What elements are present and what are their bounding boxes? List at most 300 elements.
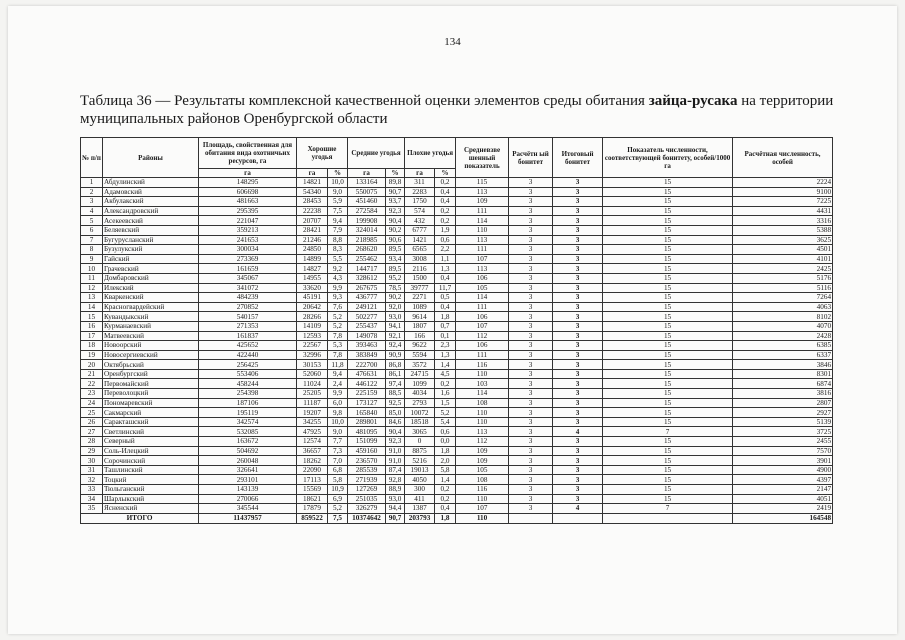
table-cell: 3	[553, 379, 603, 389]
table-cell: 1,1	[435, 254, 456, 264]
table-cell: 14955	[297, 273, 328, 283]
table-cell: 4	[553, 427, 603, 437]
table-cell: 3	[509, 197, 553, 207]
table-cell: 8	[81, 245, 103, 255]
table-cell: 3	[509, 504, 553, 514]
table-cell: 89,5	[386, 264, 405, 274]
table-cell: 3065	[405, 427, 435, 437]
total-cell: 10374642	[348, 513, 386, 523]
table-cell: 1,5	[435, 398, 456, 408]
table-cell: 7570	[733, 446, 833, 456]
table-cell: 115	[456, 178, 509, 188]
table-row	[81, 235, 833, 245]
table-cell: 12574	[297, 437, 328, 447]
table-cell: 16	[81, 321, 103, 331]
unit-poor-pct: %	[435, 169, 456, 178]
table-cell: 451460	[348, 197, 386, 207]
total-cell: 164548	[733, 513, 833, 523]
table-cell: 1500	[405, 273, 435, 283]
table-cell: 21	[81, 369, 103, 379]
table-cell: 111	[456, 245, 509, 255]
table-cell: 30153	[297, 360, 328, 370]
table-cell: 5,5	[328, 254, 348, 264]
table-cell: 481663	[199, 197, 297, 207]
table-cell: 3	[509, 437, 553, 447]
table-cell: 14899	[297, 254, 328, 264]
table-cell: 10,0	[328, 417, 348, 427]
table-cell: 1	[81, 178, 103, 188]
table-cell: 7	[81, 235, 103, 245]
header-population: Расчётная численность, особей	[733, 138, 833, 178]
table-cell: 0,7	[435, 321, 456, 331]
table-cell: 3	[553, 245, 603, 255]
table-cell: 3816	[733, 389, 833, 399]
table-cell: 15	[603, 245, 733, 255]
table-cell: Тоцкий	[103, 475, 199, 485]
table-row	[81, 427, 833, 437]
table-cell: 92,4	[386, 341, 405, 351]
table-row	[81, 273, 833, 283]
table-cell: 3	[553, 293, 603, 303]
table-cell: 127269	[348, 485, 386, 495]
table-cell: 1,8	[435, 446, 456, 456]
table-cell: 3	[509, 293, 553, 303]
table-cell: Александровский	[103, 206, 199, 216]
table-row	[81, 350, 833, 360]
table-cell: 12	[81, 283, 103, 293]
table-cell: Северный	[103, 437, 199, 447]
table-cell: 1,9	[435, 225, 456, 235]
table-cell: 326279	[348, 504, 386, 514]
total-cell: 7,5	[328, 513, 348, 523]
table-cell: 6874	[733, 379, 833, 389]
table-cell: 90,4	[386, 216, 405, 226]
table-cell: 3	[553, 187, 603, 197]
table-cell: 93,0	[386, 312, 405, 322]
table-cell: Адамовский	[103, 187, 199, 197]
table-cell: 267675	[348, 283, 386, 293]
table-cell: 540157	[199, 312, 297, 322]
table-row	[81, 312, 833, 322]
table-cell: 15	[603, 417, 733, 427]
table-cell: 4,5	[435, 369, 456, 379]
table-cell: 112	[456, 437, 509, 447]
table-cell: 110	[456, 417, 509, 427]
table-cell: 113	[456, 235, 509, 245]
table-cell: 3	[509, 389, 553, 399]
table-cell: 3	[509, 187, 553, 197]
table-cell: 24715	[405, 369, 435, 379]
table-cell: 88,9	[386, 485, 405, 495]
table-cell: 606698	[199, 187, 297, 197]
document-page	[8, 6, 897, 634]
table-cell: 7,8	[328, 350, 348, 360]
table-cell: 15	[603, 341, 733, 351]
table-cell: 92,3	[386, 437, 405, 447]
table-cell: 5,8	[435, 465, 456, 475]
table-row	[81, 293, 833, 303]
table-cell: 148295	[199, 178, 297, 188]
total-cell	[603, 513, 733, 523]
table-cell: Акбулакский	[103, 197, 199, 207]
table-cell: 85,0	[386, 408, 405, 418]
table-cell: 10,0	[328, 178, 348, 188]
table-cell: 12593	[297, 331, 328, 341]
table-cell: 2224	[733, 178, 833, 188]
total-cell: 203793	[405, 513, 435, 523]
table-cell: 7,0	[328, 456, 348, 466]
table-cell: 0,4	[435, 187, 456, 197]
table-cell: 15	[603, 178, 733, 188]
table-cell: 3	[553, 494, 603, 504]
table-cell: 359213	[199, 225, 297, 235]
table-cell: 3	[509, 417, 553, 427]
table-cell: 15	[603, 379, 733, 389]
table-cell: 116	[456, 360, 509, 370]
table-cell: 3	[509, 321, 553, 331]
table-cell: 218985	[348, 235, 386, 245]
table-cell: 4050	[405, 475, 435, 485]
table-cell: 17	[81, 331, 103, 341]
table-cell: 11,8	[328, 360, 348, 370]
table-cell: 11187	[297, 398, 328, 408]
table-cell: 5,4	[435, 417, 456, 427]
table-cell: 8102	[733, 312, 833, 322]
table-cell: 1,4	[435, 360, 456, 370]
table-cell: 3	[553, 225, 603, 235]
table-cell: 273369	[199, 254, 297, 264]
header-final-bonitet: Итоговый бонитет	[553, 138, 603, 178]
table-cell: 2793	[405, 398, 435, 408]
table-cell: Новоорский	[103, 341, 199, 351]
table-cell: 15	[603, 312, 733, 322]
table-cell: 89,5	[386, 245, 405, 255]
table-cell: Матвеевский	[103, 331, 199, 341]
table-cell: 18262	[297, 456, 328, 466]
table-cell: 87,4	[386, 465, 405, 475]
table-cell: 4	[553, 504, 603, 514]
table-cell: 105	[456, 465, 509, 475]
table-cell: Соль-Илецкий	[103, 446, 199, 456]
table-cell: 251035	[348, 494, 386, 504]
table-cell: Бугурусланский	[103, 235, 199, 245]
table-cell: 4900	[733, 465, 833, 475]
table-cell: 5116	[733, 283, 833, 293]
table-cell: 5,3	[328, 341, 348, 351]
table-cell: 45191	[297, 293, 328, 303]
table-cell: 270066	[199, 494, 297, 504]
table-cell: 110	[456, 494, 509, 504]
table-cell: 4034	[405, 389, 435, 399]
table-cell: 7	[603, 504, 733, 514]
table-cell: 6,8	[328, 465, 348, 475]
table-cell: 0,4	[435, 273, 456, 283]
table-cell: 5594	[405, 350, 435, 360]
table-cell: 151099	[348, 437, 386, 447]
table-row	[81, 389, 833, 399]
table-cell: 3	[553, 398, 603, 408]
table-cell: 8,3	[328, 245, 348, 255]
table-cell: 15	[603, 254, 733, 264]
table-cell: 19	[81, 350, 103, 360]
table-cell: 94,4	[386, 504, 405, 514]
table-cell: 3	[509, 302, 553, 312]
table-cell: 97,4	[386, 379, 405, 389]
table-cell: 86,8	[386, 360, 405, 370]
table-cell: 3901	[733, 456, 833, 466]
table-cell: Октябрьский	[103, 360, 199, 370]
table-row	[81, 216, 833, 226]
table-cell: 33620	[297, 283, 328, 293]
table-cell: 328612	[348, 273, 386, 283]
table-cell: 249121	[348, 302, 386, 312]
table-cell: 3	[509, 475, 553, 485]
table-cell: 15	[603, 197, 733, 207]
table-cell: 15	[603, 369, 733, 379]
table-row	[81, 398, 833, 408]
table-row	[81, 456, 833, 466]
header-district: Районы	[103, 138, 199, 178]
table-cell: 3625	[733, 235, 833, 245]
table-cell: 0,2	[435, 485, 456, 495]
table-cell: 7264	[733, 293, 833, 303]
table-cell: 22	[81, 379, 103, 389]
unit-medium-pct: %	[386, 169, 405, 178]
table-cell: 1089	[405, 302, 435, 312]
table-cell: 91,0	[386, 446, 405, 456]
header-good: Хорошие угодья	[297, 138, 348, 169]
table-cell: 106	[456, 312, 509, 322]
table-row	[81, 408, 833, 418]
table-cell: 1,3	[435, 350, 456, 360]
table-row	[81, 331, 833, 341]
table-cell: 114	[456, 389, 509, 399]
table-cell: 89,8	[386, 178, 405, 188]
table-cell: 90,2	[386, 293, 405, 303]
total-cell: 859522	[297, 513, 328, 523]
table-cell: Грачевский	[103, 264, 199, 274]
table-cell: 3	[553, 273, 603, 283]
table-cell: 300	[405, 485, 435, 495]
table-cell: 15	[603, 446, 733, 456]
table-cell: 111	[456, 302, 509, 312]
table-row	[81, 187, 833, 197]
table-cell: 5,2	[328, 312, 348, 322]
table-cell: 20642	[297, 302, 328, 312]
total-cell: 110	[456, 513, 509, 523]
table-cell: 241653	[199, 235, 297, 245]
header-weighted: Средневзве шенный показатель	[456, 138, 509, 178]
table-cell: 3	[553, 350, 603, 360]
table-cell: Саракташский	[103, 417, 199, 427]
table-cell: 93,0	[386, 494, 405, 504]
table-cell: 1750	[405, 197, 435, 207]
table-row	[81, 504, 833, 514]
table-cell: 3725	[733, 427, 833, 437]
table-cell: 9622	[405, 341, 435, 351]
table-cell: 324014	[348, 225, 386, 235]
table-cell: 15	[603, 494, 733, 504]
table-row	[81, 264, 833, 274]
total-cell	[509, 513, 553, 523]
table-cell: 110	[456, 408, 509, 418]
table-cell: Пономаревский	[103, 398, 199, 408]
table-cell: 113	[456, 187, 509, 197]
table-cell: 3	[553, 235, 603, 245]
table-cell: 90,6	[386, 235, 405, 245]
table-cell: 2	[81, 187, 103, 197]
table-cell: 94,1	[386, 321, 405, 331]
table-cell: 4	[81, 206, 103, 216]
table-cell: 341072	[199, 283, 297, 293]
table-cell: 446122	[348, 379, 386, 389]
table-cell: 93,7	[386, 197, 405, 207]
table-cell: Новосергиевский	[103, 350, 199, 360]
table-cell: 15	[603, 225, 733, 235]
table-cell: 4501	[733, 245, 833, 255]
table-cell: 15	[603, 437, 733, 447]
header-calc-bonitet: Расчётн ый бонитет	[509, 138, 553, 178]
table-cell: 15	[603, 187, 733, 197]
table-cell: 3	[509, 245, 553, 255]
table-row	[81, 254, 833, 264]
table-cell: 3	[553, 341, 603, 351]
table-cell: 27	[81, 427, 103, 437]
table-cell: 86,1	[386, 369, 405, 379]
table-cell: Домбаровский	[103, 273, 199, 283]
table-cell: 9,0	[328, 427, 348, 437]
table-cell: 92,0	[386, 302, 405, 312]
table-row	[81, 283, 833, 293]
table-cell: Асекеевский	[103, 216, 199, 226]
table-cell: 2455	[733, 437, 833, 447]
table-cell: 5,2	[435, 408, 456, 418]
table-cell: 92,8	[386, 475, 405, 485]
table-cell: 289801	[348, 417, 386, 427]
table-cell: 272584	[348, 206, 386, 216]
table-cell: 107	[456, 504, 509, 514]
table-cell: 221047	[199, 216, 297, 226]
caption-species: зайца-русака	[648, 93, 738, 109]
table-cell: 255437	[348, 321, 386, 331]
table-cell: 10	[81, 264, 103, 274]
table-cell: 9,9	[328, 389, 348, 399]
table-cell: 484239	[199, 293, 297, 303]
table-cell: 15	[603, 216, 733, 226]
table-cell: 95,2	[386, 273, 405, 283]
table-cell: 7,5	[328, 206, 348, 216]
table-cell: 11,7	[435, 283, 456, 293]
table-cell: 108	[456, 398, 509, 408]
table-row	[81, 302, 833, 312]
table-cell: 33	[81, 485, 103, 495]
table-cell: 5,8	[328, 475, 348, 485]
table-cell: 109	[456, 446, 509, 456]
table-cell: 285539	[348, 465, 386, 475]
table-cell: 0,1	[435, 331, 456, 341]
table-cell: 1,4	[435, 475, 456, 485]
table-cell: 54340	[297, 187, 328, 197]
table-cell: 28453	[297, 197, 328, 207]
table-cell: 4,3	[328, 273, 348, 283]
table-cell: 271353	[199, 321, 297, 331]
table-cell: 550075	[348, 187, 386, 197]
table-cell: 15569	[297, 485, 328, 495]
table-cell: 3	[509, 456, 553, 466]
table-cell: 3	[509, 485, 553, 495]
table-cell: 3	[509, 283, 553, 293]
table-cell: 195119	[199, 408, 297, 418]
table-cell: 3	[509, 465, 553, 475]
table-cell: 574	[405, 206, 435, 216]
table-cell: 345544	[199, 504, 297, 514]
table-cell: 15	[603, 485, 733, 495]
table-cell: 165840	[348, 408, 386, 418]
table-cell: 103	[456, 379, 509, 389]
table-cell: 105	[456, 283, 509, 293]
table-cell: Тюльганский	[103, 485, 199, 495]
table-cell: 110	[456, 225, 509, 235]
table-cell: 5139	[733, 417, 833, 427]
table-row	[81, 197, 833, 207]
table-cell: Первомайский	[103, 379, 199, 389]
table-cell: 92,1	[386, 331, 405, 341]
table-cell: 15	[603, 389, 733, 399]
table-cell: 3	[553, 369, 603, 379]
table-cell: 14	[81, 302, 103, 312]
table-cell: 90,7	[386, 187, 405, 197]
table-cell: 47925	[297, 427, 328, 437]
table-cell: 255462	[348, 254, 386, 264]
table-cell: 3	[509, 273, 553, 283]
table-cell: 5388	[733, 225, 833, 235]
table-cell: 34	[81, 494, 103, 504]
table-cell: 458244	[199, 379, 297, 389]
table-cell: 0,6	[435, 235, 456, 245]
table-cell: Гайский	[103, 254, 199, 264]
table-cell: 3	[509, 446, 553, 456]
table-cell: 3	[553, 389, 603, 399]
table-cell: Беляевский	[103, 225, 199, 235]
table-cell: 19013	[405, 465, 435, 475]
table-cell: 144717	[348, 264, 386, 274]
table-cell: 3	[553, 408, 603, 418]
table-cell: 6385	[733, 341, 833, 351]
table-cell: 5,9	[328, 197, 348, 207]
header-num: № п/п	[81, 138, 103, 178]
total-cell: 90,7	[386, 513, 405, 523]
table-cell: 109	[456, 456, 509, 466]
table-cell: 78,5	[386, 283, 405, 293]
table-cell: 3	[509, 379, 553, 389]
table-cell: 3	[553, 360, 603, 370]
table-cell: 3	[509, 427, 553, 437]
table-cell: 5176	[733, 273, 833, 283]
table-cell: 2,2	[435, 245, 456, 255]
table-cell: 113	[456, 427, 509, 437]
table-cell: 18518	[405, 417, 435, 427]
table-cell: 15	[603, 273, 733, 283]
table-cell: 268620	[348, 245, 386, 255]
table-cell: Сакмарский	[103, 408, 199, 418]
total-cell: 1,8	[435, 513, 456, 523]
table-cell: 15	[603, 360, 733, 370]
table-cell: 6	[81, 225, 103, 235]
table-cell: 1,8	[435, 312, 456, 322]
table-cell: 90,4	[386, 427, 405, 437]
table-cell: 0,4	[435, 197, 456, 207]
total-row	[81, 513, 833, 523]
